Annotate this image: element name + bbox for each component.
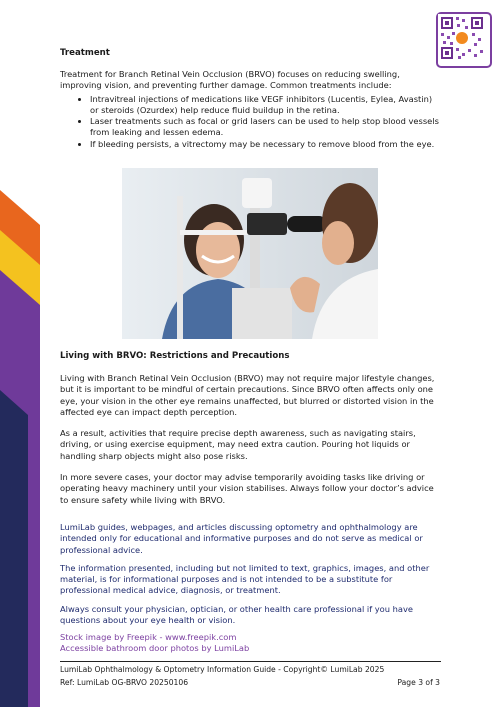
- treatment-intro: Treatment for Branch Retinal Vein Occlusion (BRVO) focuses on reducing swelling, improving vision, and preventing further damage. Common treatments include:: [60, 69, 400, 91]
- living-section: [60, 351, 440, 506]
- list-item: • Laser treatments such as focal or grid lasers can be used to help stop blood vessels from leaking and lessen edema.: [90, 116, 440, 139]
- page-number: Page 3 of 3: [397, 678, 440, 687]
- bathroom-credit: Accessible bathroom door photos by LumiLab: [60, 643, 250, 654]
- disclaimer-paragraph: Always consult your physician, optician, or other health care professional if you have questions about your eye health or vision.: [60, 603, 414, 626]
- treatment-section: [60, 48, 440, 150]
- decorative-stripes: [0, 190, 40, 707]
- qr-code-icon: [436, 12, 492, 68]
- treatment-heading: Treatment: [60, 48, 110, 58]
- disclaimer-paragraph: The information presented, including but not limited to text, graphics, images, and other material, is for informational purposes and is not intended to be a substitute for professional medical advice, diagnosis, or treatment.: [60, 562, 430, 596]
- stock-credit: Stock image by Freepik - www.freepik.com: [60, 632, 237, 643]
- disclaimer-paragraph: LumiLab guides, webpages, and articles discussing optometry and ophthalmology are intended only for educational and informative purposes and do not serve as medical or professional advice.: [60, 522, 423, 555]
- living-paragraph: Living with Branch Retinal Vein Occlusion (BRVO) may not require major lifestyle changes, but it is important to be mindful of certain precautions. Since BRVO often affects only one eye, your vision in the other eye remains unaffected, but blurred or distorted vision in the affected eye can impact depth perception.: [60, 373, 435, 417]
- list-item: • Intravitreal injections of medications like VEGF inhibitors (Lucentis, Eylea, Avastin) or steroids (Ozurdex) help reduce fluid buildup in the retina.: [90, 94, 440, 117]
- living-heading: Living with BRVO: Restrictions and Precautions: [60, 351, 290, 361]
- footer-divider: [60, 661, 441, 662]
- living-paragraph: In more severe cases, your doctor may advise temporarily avoiding tasks like driving or operating heavy machinery until your vision stabilises. Always follow your doctor’s advice to ensure safety while living with BRVO.: [60, 472, 434, 505]
- living-paragraph: As a result, activities that require precise depth awareness, such as navigating stairs, driving, or using exercise equipment, may need extra caution. Pouring hot liquids or handling sharp objects might also pose risks.: [60, 428, 416, 461]
- footer-ref: Ref: LumiLab OG-BRVO 20250106: [60, 678, 189, 687]
- list-item: • If bleeding persists, a vitrectomy may be necessary to remove blood from the eye.: [90, 139, 440, 150]
- disclaimer-section: [60, 522, 440, 654]
- treatment-list: [60, 94, 440, 150]
- eye-exam-photo: [122, 168, 378, 339]
- footer-title: LumiLab Ophthalmology & Optometry Information Guide - Copyright© LumiLab 2025: [60, 665, 385, 674]
